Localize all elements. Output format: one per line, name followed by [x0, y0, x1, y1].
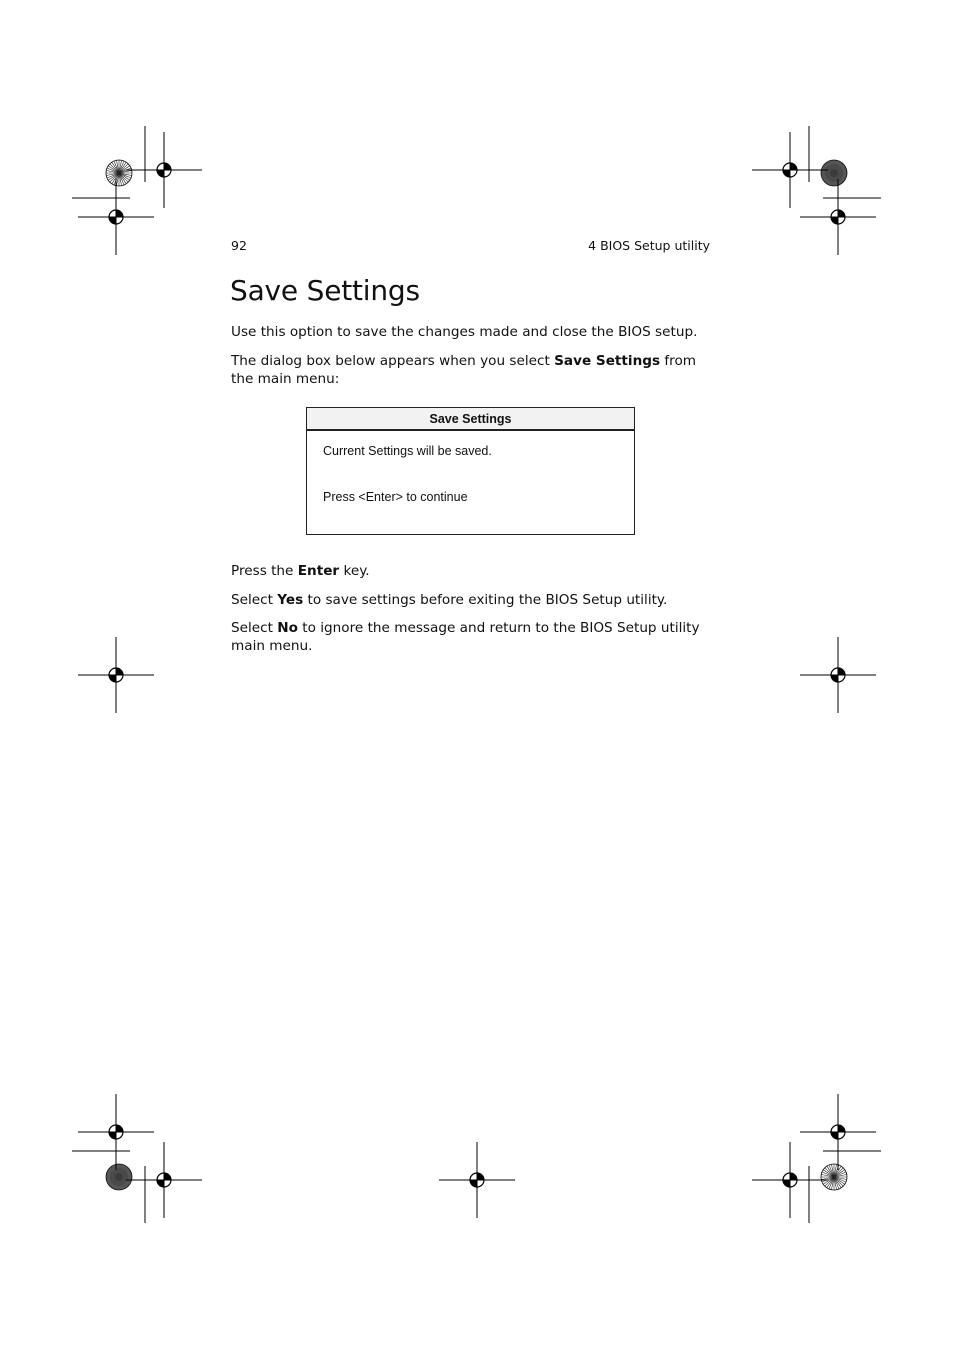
- intro-paragraph: [231, 324, 711, 342]
- yes-text-1: Select: [231, 592, 278, 608]
- no-bold: No: [277, 620, 298, 636]
- enter-text-1: Press the: [231, 563, 298, 579]
- no-text-1: Select: [231, 620, 278, 636]
- dialog-intro-text-1: The dialog box below appears when you select: [231, 353, 555, 369]
- section-title: Save Settings: [230, 274, 420, 307]
- dialog-intro-text-2: from the main menu:: [231, 353, 697, 387]
- dialog-message: Current Settings will be saved.: [323, 444, 492, 458]
- page-number: 92: [231, 238, 247, 253]
- intro-text: Use this option to save the changes made and close the BIOS setup.: [231, 324, 698, 340]
- no-text-2: to ignore the message and return to the BIOS Setup utility main menu.: [231, 620, 700, 654]
- enter-bold: Enter: [297, 563, 340, 579]
- no-paragraph: [231, 620, 711, 655]
- yes-paragraph: [231, 592, 711, 610]
- dialog-intro-paragraph: [231, 353, 711, 388]
- save-settings-dialog: [306, 407, 635, 535]
- chapter-header: 4 BIOS Setup utility: [588, 238, 710, 253]
- dialog-title: Save Settings: [307, 408, 634, 431]
- dialog-intro-bold: Save Settings: [554, 353, 661, 369]
- yes-text-2: to save settings before exiting the BIOS Setup utility.: [303, 592, 668, 608]
- yes-bold: Yes: [277, 592, 304, 608]
- enter-key-paragraph: [231, 563, 711, 581]
- dialog-prompt: Press <Enter> to continue: [323, 490, 468, 504]
- enter-text-2: key.: [339, 563, 370, 579]
